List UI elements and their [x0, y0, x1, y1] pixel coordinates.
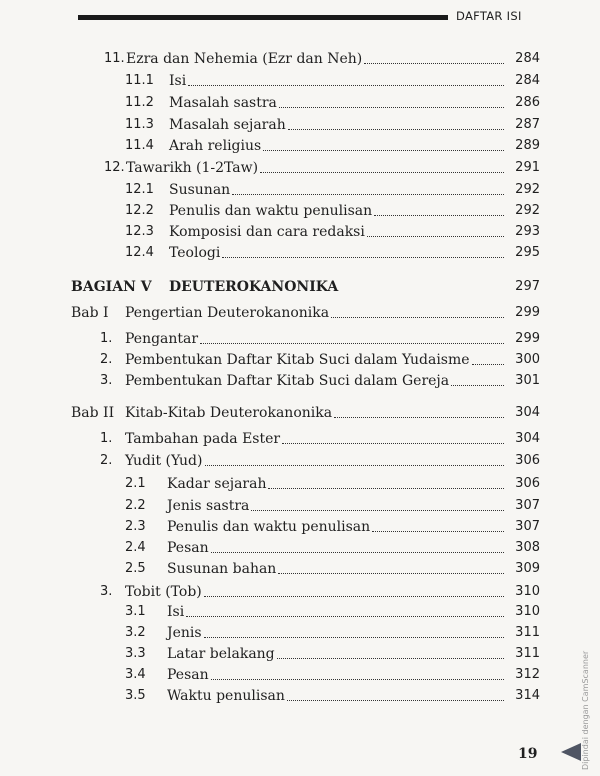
leader-dots [340, 290, 504, 292]
toc-part-number: BAGIAN V [71, 279, 152, 295]
toc-page: 301 [515, 373, 540, 388]
toc-entry[interactable] [100, 581, 540, 601]
toc-title: Jenis [167, 625, 202, 641]
toc-entry[interactable] [125, 135, 540, 155]
toc-entry[interactable] [125, 495, 540, 515]
toc-entry[interactable] [100, 349, 540, 369]
toc-number: 3.4 [125, 667, 146, 682]
toc-page: 299 [515, 331, 540, 346]
toc-page: 311 [515, 625, 540, 640]
toc-entry[interactable] [125, 516, 540, 536]
toc-page: 310 [515, 604, 540, 619]
leader-dots [367, 235, 504, 237]
toc-page: 297 [515, 279, 540, 294]
toc-number: 12.3 [125, 224, 154, 239]
toc-part-entry[interactable] [71, 276, 540, 296]
toc-page: 312 [515, 667, 540, 682]
toc-page: 284 [515, 51, 540, 66]
leader-dots [372, 530, 504, 532]
toc-page: 306 [515, 453, 540, 468]
leader-dots [374, 214, 504, 216]
leader-dots [472, 363, 504, 365]
toc-entry[interactable] [100, 370, 540, 390]
toc-entry[interactable] [125, 643, 540, 663]
toc-title: Waktu penulisan [167, 688, 285, 704]
toc-title: Masalah sastra [169, 95, 277, 111]
leader-dots [222, 256, 504, 258]
toc-entry[interactable] [104, 48, 540, 68]
leader-dots [211, 551, 504, 553]
toc-entry[interactable] [125, 70, 540, 90]
page-number: 19 [518, 746, 538, 762]
toc-number: 2.2 [125, 498, 146, 513]
leader-dots [263, 149, 504, 151]
toc-page: 291 [515, 160, 540, 175]
toc-number: 3.3 [125, 646, 146, 661]
toc-page: 299 [515, 305, 540, 320]
toc-entry[interactable] [104, 157, 540, 177]
toc-page: 307 [515, 519, 540, 534]
toc-title: Yudit (Yud) [125, 453, 203, 469]
toc-number: 11.1 [125, 73, 154, 88]
toc-number: 11. [104, 51, 125, 66]
leader-dots [451, 384, 504, 386]
toc-number: 3. [100, 373, 113, 388]
toc-entry[interactable] [125, 685, 540, 705]
toc-page: 308 [515, 540, 540, 555]
toc-title: Masalah sejarah [169, 117, 286, 133]
corner-triangle-icon [561, 743, 581, 761]
toc-title: Susunan bahan [167, 561, 277, 577]
toc-number: 2.3 [125, 519, 146, 534]
toc-entry[interactable] [125, 558, 540, 578]
toc-page: 304 [515, 431, 540, 446]
toc-title: Pesan [167, 540, 209, 556]
toc-number: 2. [100, 352, 113, 367]
toc-number: 11.3 [125, 117, 154, 132]
toc-page: 293 [515, 224, 540, 239]
toc-page: 292 [515, 203, 540, 218]
toc-page: 309 [515, 561, 540, 576]
leader-dots [287, 699, 504, 701]
toc-number: 3.1 [125, 604, 146, 619]
leader-dots [277, 657, 504, 659]
toc-page: 284 [515, 73, 540, 88]
leader-dots [331, 316, 504, 318]
toc-title: Penulis dan waktu penulisan [169, 203, 373, 219]
toc-number: 2.1 [125, 476, 146, 491]
toc-number: 1. [100, 331, 113, 346]
toc-title: Tambahan pada Ester [125, 431, 281, 447]
toc-title: Isi [167, 604, 185, 620]
toc-page: 307 [515, 498, 540, 513]
toc-title: Teologi [169, 245, 221, 261]
toc-number: 3.2 [125, 625, 146, 640]
leader-dots [364, 62, 504, 64]
toc-page: 304 [515, 405, 540, 420]
leader-dots [251, 509, 504, 511]
toc-number: 12. [104, 160, 125, 175]
leader-dots [204, 636, 504, 638]
toc-title: Pesan [167, 667, 209, 683]
leader-dots [260, 171, 504, 173]
toc-entry[interactable] [125, 242, 540, 262]
leader-dots [279, 106, 504, 108]
toc-title: Tobit (Tob) [125, 584, 202, 600]
toc-page: 292 [515, 182, 540, 197]
toc-title: Ezra dan Nehemia (Ezr dan Neh) [126, 51, 363, 67]
toc-page: 286 [515, 95, 540, 110]
leader-dots [200, 342, 504, 344]
toc-number: 12.2 [125, 203, 154, 218]
toc-title: Pembentukan Daftar Kitab Suci dalam Yudaisme [125, 352, 470, 368]
toc-entry[interactable] [125, 622, 540, 642]
toc-entry[interactable] [125, 179, 540, 199]
toc-chapter-number: Bab I [71, 305, 109, 321]
toc-page: 287 [515, 117, 540, 132]
toc-title: Penulis dan waktu penulisan [167, 519, 371, 535]
toc-entry[interactable] [100, 328, 540, 348]
leader-dots [186, 615, 504, 617]
header-rule [78, 15, 448, 20]
leader-dots [282, 442, 504, 444]
toc-entry[interactable] [125, 200, 540, 220]
toc-title: Kitab-Kitab Deuterokanonika [125, 405, 333, 421]
toc-number: 3.5 [125, 688, 146, 703]
leader-dots [268, 487, 504, 489]
scanner-watermark: Dipindai dengan CamScanner [581, 650, 590, 770]
toc-title: Pengantar [125, 331, 199, 347]
toc-number: 11.2 [125, 95, 154, 110]
toc-title: Pembentukan Daftar Kitab Suci dalam Gereja [125, 373, 450, 389]
leader-dots [211, 678, 504, 680]
leader-dots [278, 572, 504, 574]
toc-page: 289 [515, 138, 540, 153]
toc-page: 311 [515, 646, 540, 661]
toc-chapter-entry[interactable] [71, 402, 540, 422]
toc-number: 11.4 [125, 138, 154, 153]
toc-number: 12.4 [125, 245, 154, 260]
toc-title: Isi [169, 73, 187, 89]
toc-page: 306 [515, 476, 540, 491]
toc-title: Susunan [169, 182, 231, 198]
toc-number: 1. [100, 431, 113, 446]
toc-title: Kadar sejarah [167, 476, 267, 492]
toc-number: 2.4 [125, 540, 146, 555]
toc-entry[interactable] [125, 221, 540, 241]
toc-entry[interactable] [100, 450, 540, 470]
leader-dots [204, 595, 504, 597]
toc-number: 2. [100, 453, 113, 468]
toc-part-title: DEUTEROKANONIKA [169, 279, 339, 295]
toc-title: Tawarikh (1-2Taw) [126, 160, 259, 176]
leader-dots [188, 84, 504, 86]
toc-chapter-number: Bab II [71, 405, 115, 421]
toc-number: 3. [100, 584, 113, 599]
toc-page: 310 [515, 584, 540, 599]
leader-dots [288, 128, 504, 130]
toc-entry[interactable] [125, 92, 540, 112]
toc-title: Jenis sastra [167, 498, 250, 514]
toc-page: 314 [515, 688, 540, 703]
toc-number: 2.5 [125, 561, 146, 576]
toc-title: Latar belakang [167, 646, 275, 662]
toc-entry[interactable] [125, 664, 540, 684]
toc-entry[interactable] [125, 114, 540, 134]
toc-number: 12.1 [125, 182, 154, 197]
running-header: DAFTAR ISI [456, 9, 522, 23]
toc-chapter-entry[interactable] [71, 302, 540, 322]
toc-title: Komposisi dan cara redaksi [169, 224, 365, 240]
toc-title: Arah religius [169, 138, 262, 154]
toc-entry[interactable] [125, 473, 540, 493]
leader-dots [232, 193, 504, 195]
toc-entry[interactable] [125, 601, 540, 621]
leader-dots [205, 464, 505, 466]
leader-dots [334, 416, 504, 418]
toc-entry[interactable] [125, 537, 540, 557]
toc-page: 295 [515, 245, 540, 260]
toc-entry[interactable] [100, 428, 540, 448]
toc-title: Pengertian Deuterokanonika [125, 305, 330, 321]
toc-page: 300 [515, 352, 540, 367]
